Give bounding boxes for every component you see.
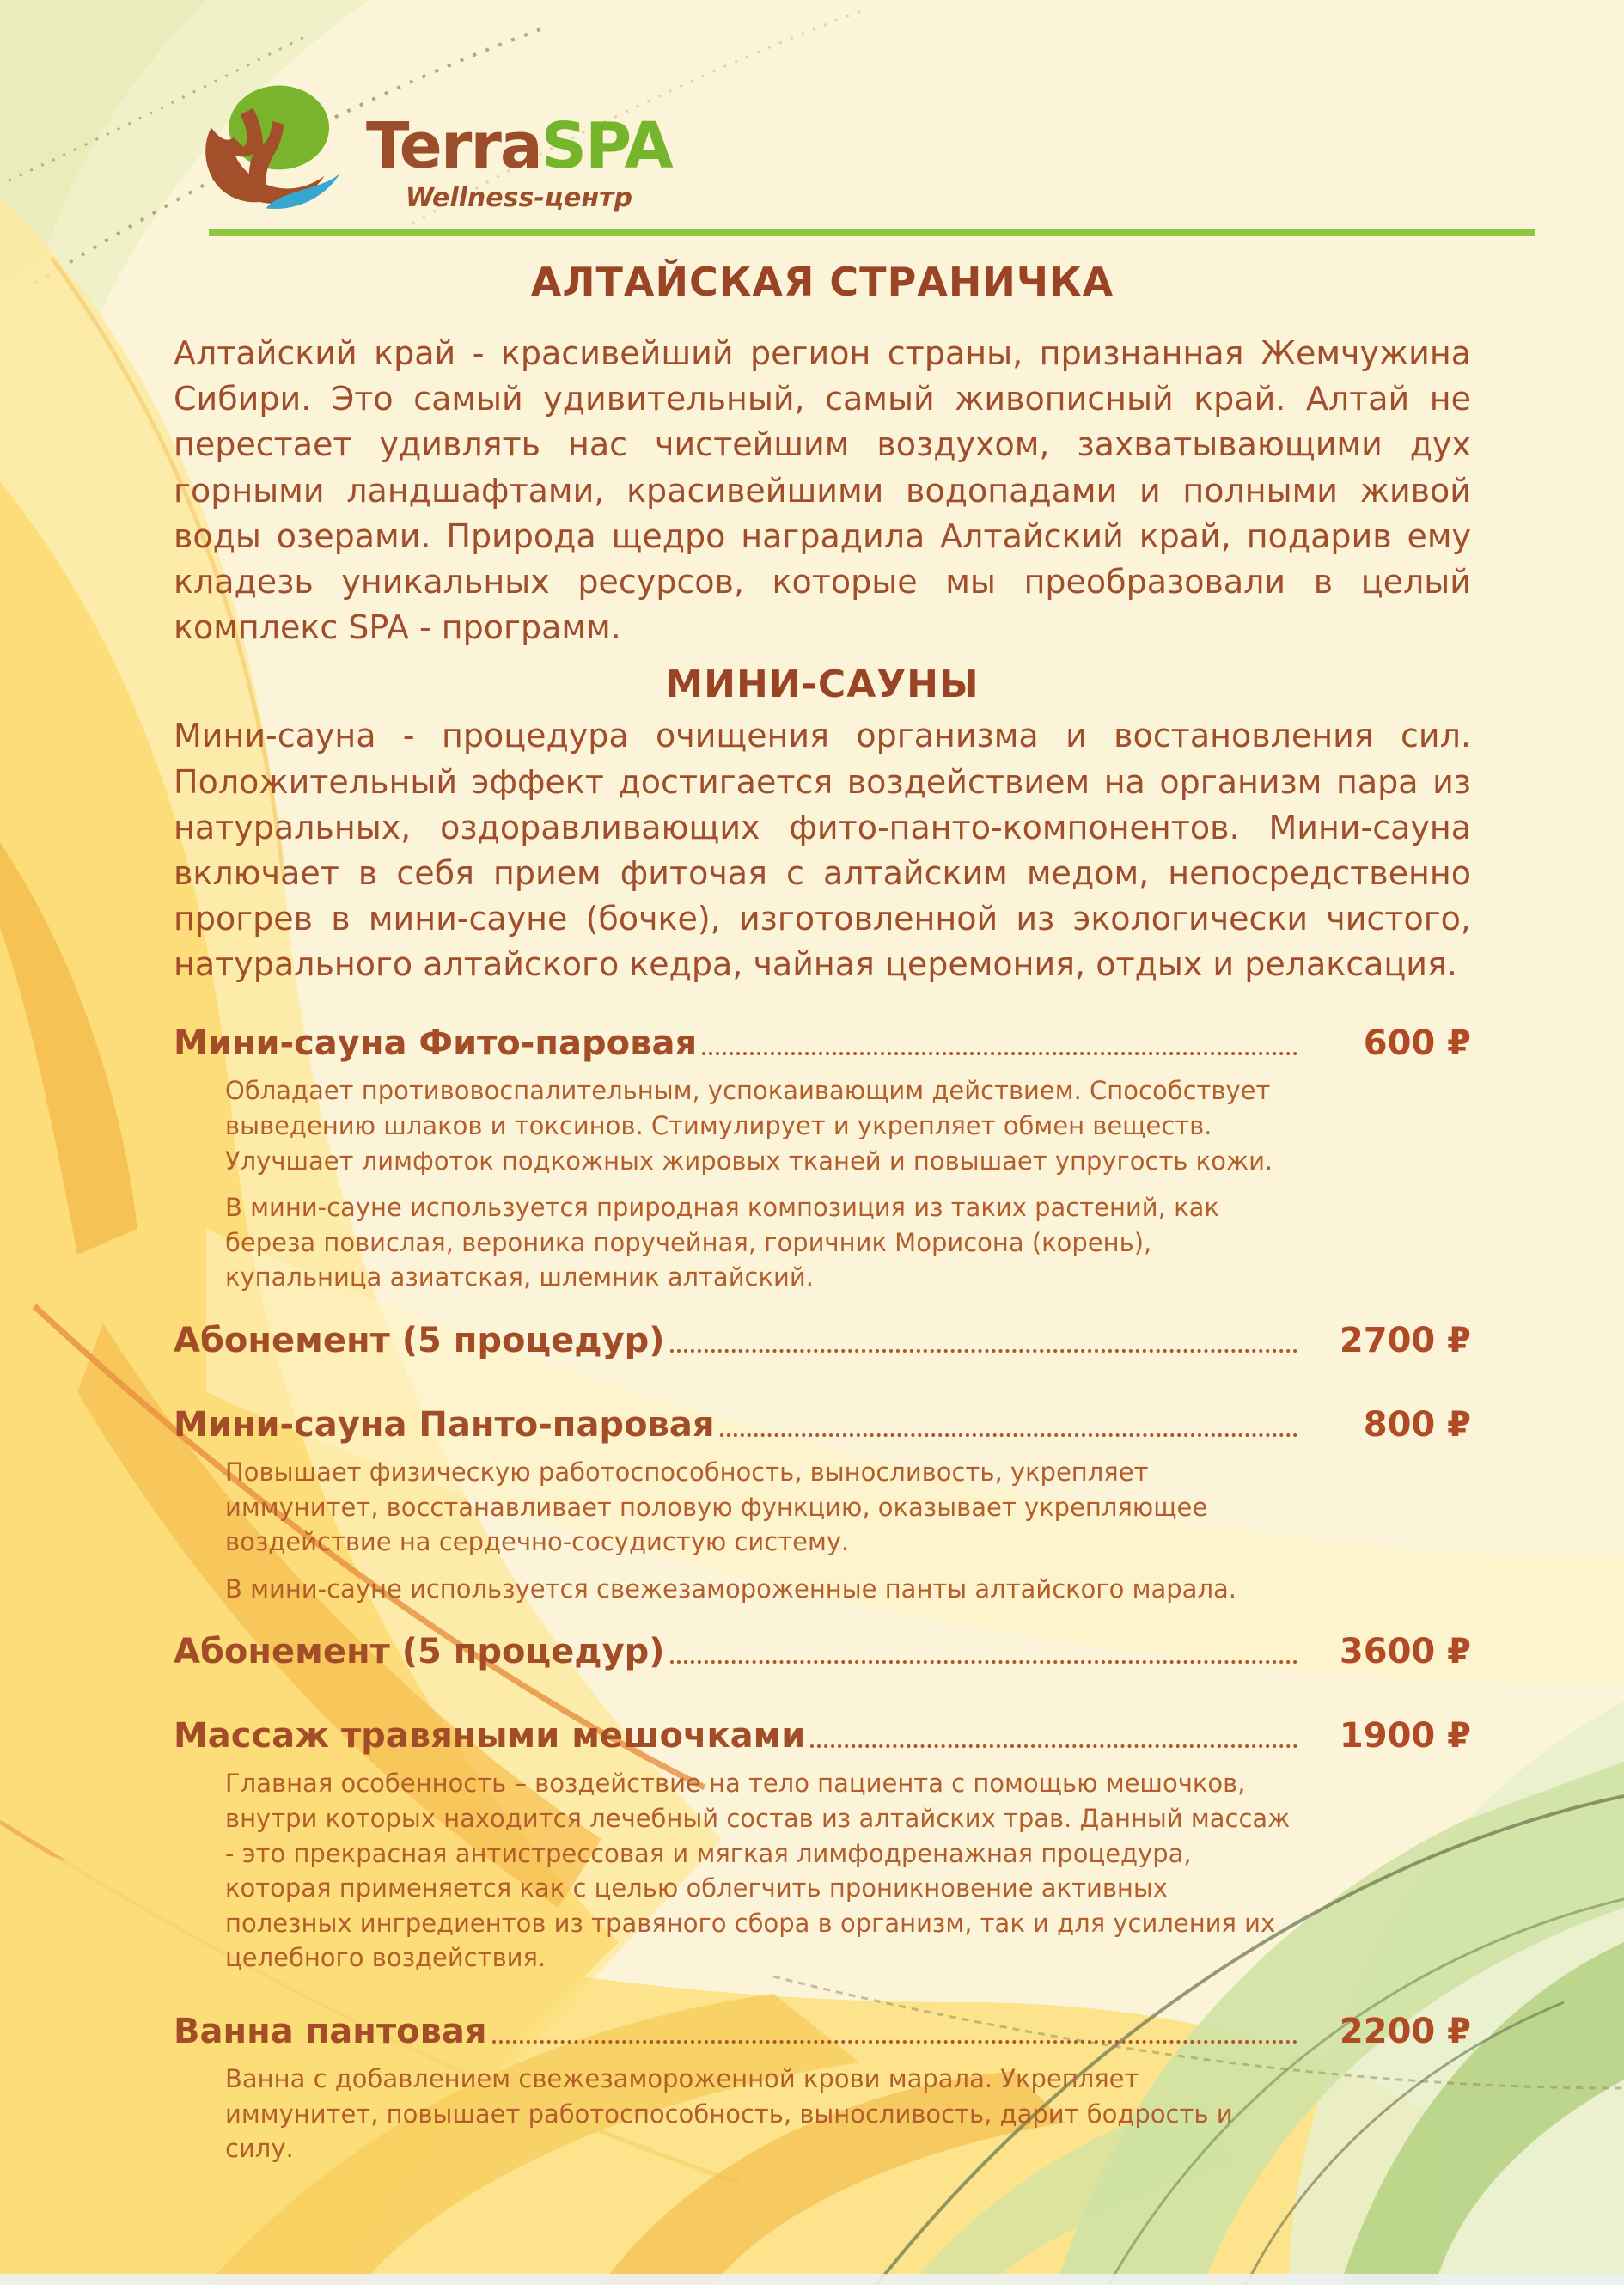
menu-item-row — [174, 1023, 1471, 1063]
menu-item-row — [174, 1405, 1471, 1445]
menu-item-price: 3600 ₽ — [1339, 1632, 1471, 1672]
menu-item — [174, 1716, 1471, 1976]
menu-item-name: Абонемент (5 процедур) — [174, 1632, 665, 1672]
menu-item-name: Ванна пантовая — [174, 2011, 487, 2051]
dotted-leader — [810, 1744, 1297, 1748]
dotted-leader — [670, 1660, 1297, 1664]
menu-item — [174, 1405, 1471, 1606]
brand-terra: Terra — [366, 109, 541, 183]
brand-subtitle: Wellness-центр — [405, 183, 632, 213]
menu-item-descriptions — [225, 1455, 1299, 1606]
menu-item — [174, 1023, 1471, 1295]
section-title: МИНИ-САУНЫ — [665, 663, 980, 707]
menu-list — [174, 1023, 1471, 2166]
menu-item-price: 2200 ₽ — [1339, 2011, 1471, 2051]
page-title: АЛТАЙСКАЯ СТРАНИЧКА — [530, 259, 1114, 305]
menu-item-description: Ванна с добавлением свежезамороженной крови марала. Укрепляет иммунитет, повышает работоспособность, выносливость, дарит бодрость и силу. — [225, 2063, 1233, 2164]
menu-item-row — [174, 2012, 1471, 2051]
menu-item-name: Абонемент (5 процедур) — [174, 1321, 665, 1360]
menu-item-descriptions — [225, 2062, 1299, 2166]
intro-paragraph: Алтайский край - красивейший регион страны, признанная Жемчужина Сибири. Это самый удивительный, самый живописный край. Алтай не перестает удивлять нас чистейшим воздухом, захватывающими дух горными ландшафтами, красивейшими водопадами и полными живой воды озерами. Природа щедро наградила Алтайский край, подарив ему кладезь уникальных ресурсов, которые мы преобразовали в целый комплекс SPA - программ. — [174, 334, 1471, 647]
menu-item-price: 800 ₽ — [1363, 1405, 1471, 1445]
menu-item-price: 600 ₽ — [1363, 1023, 1471, 1064]
menu-item-name: Массаж травяными мешочками — [174, 1716, 806, 1757]
menu-item-name: Мини-сауна Фито-паровая — [174, 1023, 698, 1064]
menu-item-description: Повышает физическую работоспособность, выносливость, укрепляет иммунитет, восстанавливает половую функцию, оказывает укрепляющее воздействие на сердечно-сосудистую систему. — [225, 1457, 1208, 1557]
menu-item-description: Обладает противовоспалительным, успокаивающим действием. Способствует выведению шлаков и токсинов. Стимулирует и укрепляет обмен веществ. Улучшает лимфоток подкожных жировых тканей и повышает упругость кожи. — [225, 1076, 1273, 1176]
menu-item-description: Главная особенность – воздействие на тело пациента с помощью мешочков, внутри которых находится лечебный состав из алтайских трав. Данный массаж - это прекрасная антистрессовая и мягкая лимфодренажная процедура, которая применяется как с целью облегчить проникновение активных полезных ингредиентов из травяного сбора в организм, так и для усиления их целебного воздействия. — [225, 1769, 1291, 1973]
menu-item-description: В мини-сауне используется природная композиция из таких растений, как береза повислая, вероника поручейная, горичник Морисона (корень), купальница азиатская, шлемник алтайский. — [225, 1193, 1219, 1292]
main-column — [174, 259, 1471, 2166]
menu-item — [174, 1632, 1471, 1671]
menu-item-row — [174, 1321, 1471, 1360]
menu-item-row — [174, 1632, 1471, 1671]
menu-item-price: 1900 ₽ — [1339, 1716, 1471, 1757]
menu-item-name: Мини-сауна Панто-паровая — [174, 1405, 715, 1445]
dotted-leader — [670, 1349, 1297, 1353]
logo-text — [366, 109, 672, 215]
section-paragraph: Мини-сауна - процедура очищения организма и востановления сил. Положительный эффект достигается воздействием на организм пара из натуральных, оздоравливающих фито-панто-компонентов. Мини-сауна включает в себя прием фиточая с алтайским медом, непосредственно прогрев в мини-сауне (бочке), изготовленной из экологически чистого, натурального алтайского кедра, чайная церемония, отдых и релаксация. — [174, 717, 1471, 984]
menu-item-price: 2700 ₽ — [1339, 1321, 1471, 1360]
green-divider — [209, 229, 1535, 236]
menu-item — [174, 2012, 1471, 2166]
terraspa-logo-icon — [194, 79, 357, 215]
brand-spa: SPA — [540, 109, 672, 183]
menu-item-descriptions — [225, 1073, 1299, 1295]
dotted-leader — [702, 1052, 1297, 1055]
menu-item-descriptions — [225, 1766, 1299, 1976]
brand-name — [366, 109, 672, 183]
menu-item-description: В мини-сауне используется свежезамороженные панты алтайского марала. — [225, 1573, 1236, 1604]
logo — [194, 79, 1624, 215]
menu-item — [174, 1321, 1471, 1360]
bottom-edge-strip — [0, 2274, 1624, 2285]
dotted-leader — [720, 1433, 1297, 1437]
dotted-leader — [492, 2040, 1297, 2044]
menu-item-row — [174, 1716, 1471, 1756]
